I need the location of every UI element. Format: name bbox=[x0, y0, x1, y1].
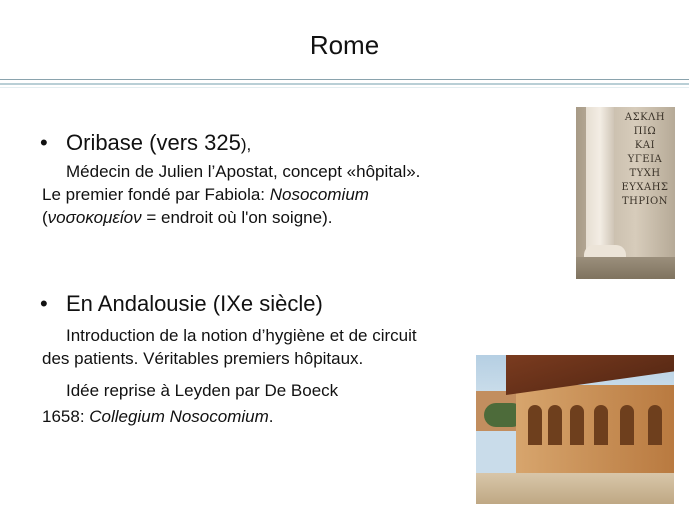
arch bbox=[594, 405, 608, 445]
bullet-dot: • bbox=[40, 130, 48, 155]
text-run: . bbox=[268, 407, 274, 426]
arcade-photo bbox=[476, 355, 674, 504]
courtyard-floor bbox=[476, 473, 674, 504]
arch bbox=[570, 405, 584, 445]
text-run-italic: Nosocomium bbox=[269, 185, 369, 204]
inscription-line: ΑΣΚΛΗ bbox=[624, 112, 666, 123]
statue-photo bbox=[576, 107, 675, 279]
text-line bbox=[42, 406, 274, 428]
inscription-line: ΚΑΙ bbox=[634, 140, 656, 151]
inscription-line: ΕΥΧΑΗΣ bbox=[621, 182, 669, 193]
title-divider-shadow bbox=[0, 87, 689, 88]
inscription-line: ΤΗΡΙΟΝ bbox=[621, 196, 669, 207]
arch bbox=[548, 405, 562, 445]
title-divider bbox=[0, 79, 689, 80]
text-line bbox=[42, 184, 369, 206]
text-run: Le premier fondé par Fabiola: bbox=[42, 185, 270, 204]
text-line bbox=[42, 207, 332, 229]
greek-inscription bbox=[616, 111, 674, 209]
bullet-oribase bbox=[40, 130, 251, 158]
bullet-heading: En Andalousie (IXe siècle) bbox=[66, 291, 323, 316]
text-run-italic: νοσοκομείον bbox=[47, 208, 142, 227]
text-run: des patients. Véritables premiers hôpitaux. bbox=[42, 349, 364, 368]
bullet-dot: • bbox=[40, 291, 48, 316]
inscription-line: ΥΓΕΙΑ bbox=[627, 154, 663, 165]
bullet-andalousie bbox=[40, 291, 323, 317]
arch bbox=[528, 405, 542, 445]
bullet-heading-suffix: ), bbox=[240, 135, 252, 154]
title-divider-accent bbox=[0, 83, 689, 85]
text-run: Médecin de Julien l’Apostat, concept «hôpital». bbox=[66, 162, 421, 181]
text-line bbox=[42, 348, 363, 370]
text-run: ( bbox=[42, 208, 48, 227]
text-line bbox=[66, 380, 338, 402]
bullet-heading: Oribase (vers 325 bbox=[66, 130, 241, 155]
inscription-line: ΤΥΧΗ bbox=[629, 168, 661, 179]
text-run-italic: Collegium Nosocomium bbox=[89, 407, 269, 426]
statue-base bbox=[576, 257, 675, 279]
text-line bbox=[66, 325, 417, 347]
text-run: 1658: bbox=[42, 407, 90, 426]
arch bbox=[648, 405, 662, 445]
arch bbox=[620, 405, 634, 445]
text-run: = endroit où l'on soigne). bbox=[141, 208, 333, 227]
text-run: Idée reprise à Leyden par De Boeck bbox=[66, 381, 339, 400]
inscription-line: ΠΙΩ bbox=[633, 126, 657, 137]
statue-leg bbox=[586, 107, 614, 257]
slide-title: Rome bbox=[309, 30, 380, 60]
text-run: Introduction de la notion d’hygiène et de circuit bbox=[66, 326, 417, 345]
text-line bbox=[66, 161, 420, 183]
